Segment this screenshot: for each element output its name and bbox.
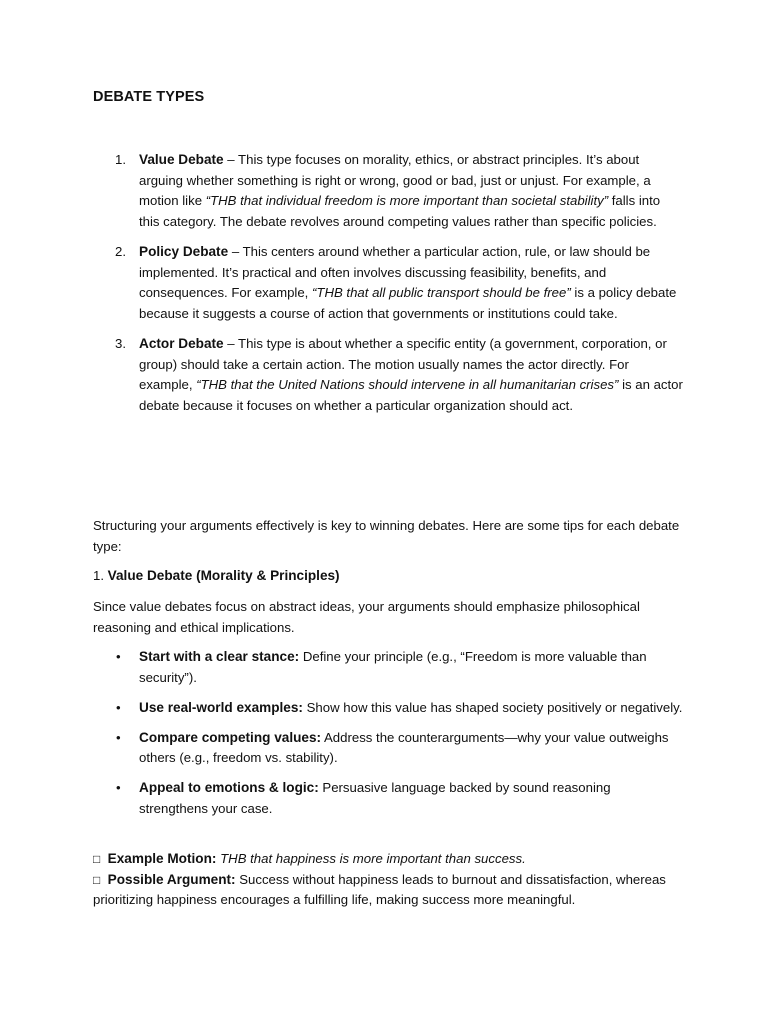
term-policy-debate: Policy Debate [139,244,229,259]
tip-text: Address the counterarguments—why your value outweighs others (e.g., freedom vs. stability). [139,729,669,765]
example-motion-line [93,849,683,870]
list-number: 3. [115,336,126,351]
bullet-icon: • [116,649,121,664]
description-text: – This type focuses on morality, ethics, or abstract principles. It’s about arguing whether something is right or wrong, good or bad, just or unjust. For example, a motion like [139,152,651,208]
tip-item [116,698,683,719]
description-text: – This type is about whether a specific entity (a government, corporation, or group) should take a certain action. The motion usually names the actor directly. For example, [139,336,667,392]
debate-types-list [93,150,683,426]
possible-argument-line [93,870,683,911]
list-item-policy-debate [115,242,683,324]
page-title: DEBATE TYPES [93,89,205,105]
example-motion-text: THB that happiness is more important than success. [220,851,526,866]
term-value-debate: Value Debate [139,152,224,167]
tip-text: Persuasive language backed by sound reasoning strengthens your case. [139,780,611,816]
bullet-icon: • [116,699,121,715]
tip-item [116,778,683,819]
example-motion-label: Example Motion: [107,851,217,866]
term-actor-debate: Actor Debate [139,336,224,351]
tip-item [116,728,683,769]
tip-label: Start with a clear stance: [139,649,300,664]
example-motion-quote: “THB that the United Nations should intervene in all humanitarian crises” [196,377,619,392]
example-motion-quote: “THB that individual freedom is more important than societal stability” [205,193,609,208]
intro-paragraph: Structuring your arguments effectively is key to winning debates. Here are some tips for each debate type: [93,518,680,554]
list-item-actor-debate [115,334,683,416]
example-motion-quote: “THB that all public transport should be free” [312,285,571,300]
section-title: Value Debate (Morality & Principles) [107,568,340,583]
checkbox-icon: □ [93,852,101,866]
section-heading [93,566,340,587]
tip-text: Show how this value has shaped society positively or negatively. [302,699,683,715]
section-number: 1. [93,568,104,583]
list-item-value-debate [115,150,683,232]
bullet-icon: • [116,780,121,795]
possible-argument-text: Success without happiness leads to burnout and dissatisfaction, whereas prioritizing happiness encourages a fulfilling life, making success more meaningful. [93,871,666,907]
description-text: is an actor debate because it focuses on whether a particular organization should act. [139,377,683,413]
section-paragraph: Since value debates focus on abstract ideas, your arguments should emphasize philosophical reasoning and ethical implications. [93,599,640,635]
bullet-icon: • [116,729,121,745]
example-block [93,849,683,911]
list-number: 2. [115,244,126,259]
checkbox-icon: □ [93,872,101,887]
tip-text: Define your principle (e.g., “Freedom is more valuable than security”). [139,649,647,685]
list-number: 1. [115,152,126,167]
tips-list [93,647,683,829]
description-text: – This centers around whether a particular action, rule, or law should be implemented. It’s practical and often involves discussing feasibility, benefits, and consequences. For example, [139,244,651,300]
description-text: falls into this category. The debate revolves around competing values rather than specific policies. [139,193,661,229]
description-text: is a policy debate because it suggests a course of action that governments or institutions could take. [139,285,677,321]
tip-label: Appeal to emotions & logic: [139,780,319,795]
tip-label: Use real-world examples: [139,699,303,715]
possible-argument-label: Possible Argument: [107,871,236,887]
tip-label: Compare competing values: [139,729,322,745]
tip-item [116,647,683,688]
